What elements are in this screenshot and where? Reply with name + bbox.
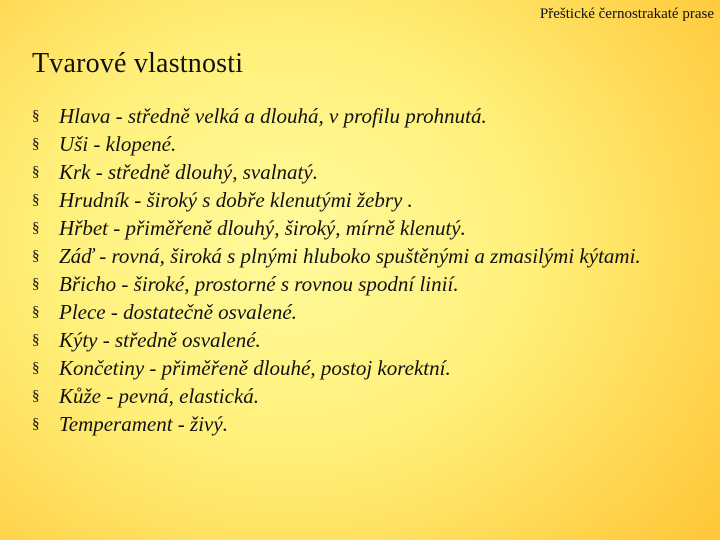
bullet-text: Kůže - pevná, elastická. <box>59 384 260 408</box>
bullet-text: Končetiny - přiměřeně dlouhé, postoj korektní. <box>59 356 451 380</box>
bullet-item-hrbet <box>32 214 692 242</box>
bullet-item-plece <box>32 298 692 326</box>
bullet-marker-icon: § <box>32 360 40 376</box>
bullet-marker-icon: § <box>32 388 40 404</box>
bullet-marker-icon: § <box>32 136 40 152</box>
bullet-marker-icon: § <box>32 108 40 124</box>
bullet-item-krk <box>32 158 692 186</box>
bullet-text: Záď - rovná, široká s plnými hluboko spuštěnými a zmasilými kýtami. <box>59 244 641 268</box>
bullet-text: Temperament - živý. <box>59 412 228 436</box>
bullet-item-hrudnik <box>32 186 692 214</box>
bullet-item-usi <box>32 130 692 158</box>
bullet-text: Hrudník - široký s dobře klenutými žebry . <box>59 188 413 212</box>
bullet-marker-icon: § <box>32 248 40 264</box>
bullet-marker-icon: § <box>32 332 40 348</box>
bullet-item-temperament <box>32 410 692 438</box>
bullet-text: Uši - klopené. <box>59 132 177 156</box>
bullet-item-bricho <box>32 270 692 298</box>
bullet-item-kuze <box>32 382 692 410</box>
bullet-list <box>32 102 692 438</box>
slide-title: Tvarové vlastnosti <box>32 48 244 79</box>
bullet-item-kyty <box>32 326 692 354</box>
bullet-marker-icon: § <box>32 164 40 180</box>
bullet-marker-icon: § <box>32 304 40 320</box>
bullet-marker-icon: § <box>32 276 40 292</box>
bullet-text: Hřbet - přiměřeně dlouhý, široký, mírně klenutý. <box>59 216 466 240</box>
bullet-text: Kýty - středně osvalené. <box>59 328 261 352</box>
presentation-header: Přeštické černostrakaté prase <box>539 6 714 22</box>
bullet-text: Hlava - středně velká a dlouhá, v profilu prohnutá. <box>59 104 487 128</box>
bullet-item-zad <box>32 242 692 270</box>
bullet-text: Břicho - široké, prostorné s rovnou spodní linií. <box>59 272 459 296</box>
bullet-text: Plece - dostatečně osvalené. <box>59 300 297 324</box>
bullet-item-hlava <box>32 102 692 130</box>
bullet-marker-icon: § <box>32 416 40 432</box>
bullet-marker-icon: § <box>32 220 40 236</box>
bullet-marker-icon: § <box>32 192 40 208</box>
bullet-text: Krk - středně dlouhý, svalnatý. <box>59 160 318 184</box>
bullet-item-koncetiny <box>32 354 692 382</box>
